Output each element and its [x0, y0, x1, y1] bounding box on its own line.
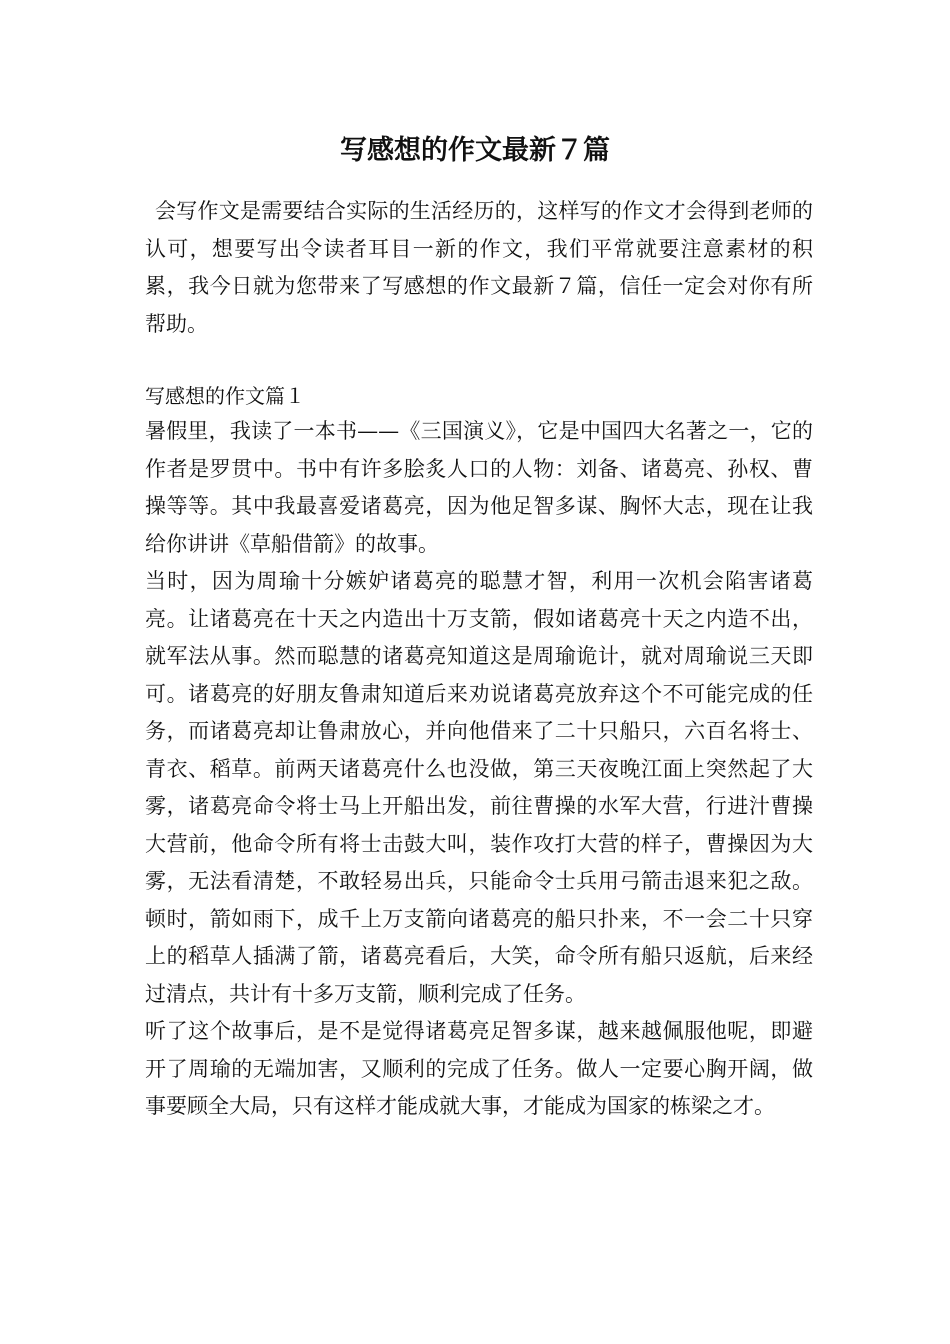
section-paragraph-3: 听了这个故事后，是不是觉得诸葛亮足智多谋，越来越佩服他呢，即避开了周瑜的无端加害，又顺利的完成了任务。做人一定要心胸开阔，做事要顾全大局，只有这样才能成就大事，才能成为国家的栋梁之才。: [145, 1019, 813, 1118]
section-paragraph-2: 当时，因为周瑜十分嫉妒诸葛亮的聪慧才智，利用一次机会陷害诸葛亮。让诸葛亮在十天之内造出十万支箭，假如诸葛亮十天之内造不出，就军法从事。然而聪慧的诸葛亮知道这是周瑜诡计，就对周瑜说三天即可。诸葛亮的好朋友鲁肃知道后来劝说诸葛亮放弃这个不可能完成的任务，而诸葛亮却让鲁肃放心，并向他借来了二十只船只，六百名将士、青衣、稻草。前两天诸葛亮什么也没做，第三天夜晚江面上突然起了大雾，诸葛亮命令将士马上开船出发，前往曹操的水军大营，行进汁曹操大营前，他命令所有将士击鼓大叫，装作攻打大营的样子，曹操因为大雾，无法看清楚，不敢轻易出兵，只能命令士兵用弓箭击退来犯之敌。顿时，箭如雨下，成千上万支箭向诸葛亮的船只扑来，不一会二十只穿上的稻草人插满了箭，诸葛亮看后，大笑，命令所有船只返航，后来经过清点，共计有十多万支箭，顺利完成了任务。: [145, 569, 813, 1006]
intro-paragraph: 会写作文是需要结合实际的生活经历的，这样写的作文才会得到老师的认可，想要写出令读者耳目一新的作文，我们平常就要注意素材的积累，我今日就为您带来了写感想的作文最新７篇，信任一定会对你有所帮助。: [145, 199, 813, 336]
document-title: 写感想的作文最新７篇: [340, 135, 610, 166]
section-paragraph-1: 暑假里，我读了一本书——《三国演义》，它是中国四大名著之一，它的作者是罗贯中。书中有许多脍炙人口的人物：刘备、诸葛亮、孙权、曹操等等。其中我最喜爱诸葛亮，因为他足智多谋、胸怀大志，现在让我给你讲讲《草船借箭》的故事。: [145, 419, 813, 556]
section-heading: 写感想的作文篇１: [145, 384, 305, 408]
essay-section-1: [145, 381, 813, 1126]
